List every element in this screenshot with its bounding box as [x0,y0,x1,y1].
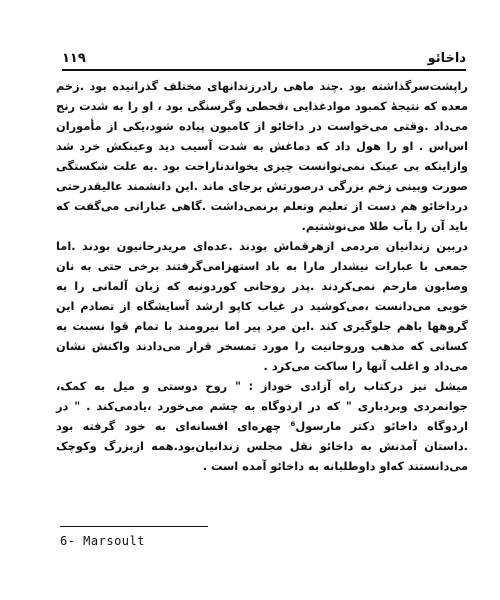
running-title: داخائو [427,51,466,66]
footnote: 6- Marsoult [60,534,145,548]
paragraph: راپشت‌سرگذاشته بود .چند ماهی رادرزندانهای مختلف گذرانیده بود .زخم معده که نتیجهٔ کمبود موادغذایی ،قحطی وگرسنگی بود ، او را به شدت رنج می‌داد .وقتی می‌خواست در داخائو از کامیون پیاده شود،یکی از مأموران اس‌اس . او را هول داد که دماغش به شدت آسیب دید وعینکش خرد شد وازاینکه بی عینک نمی‌توانست چیزی بخواندناراحت بود .به علت شکستگی صورت وبینی زخم بزرگی درصورتش برجای ماند .این دانشمند عالیقدرحتی درداخائو هم دست از تعلیم وتعلم برنمی‌داشت .گاهی عباراتی می‌گفت که باید آن را بآب طلا می‌نوشتیم. [56,79,468,233]
page-header [62,40,466,71]
page-number: ۱۱۹ [62,51,86,66]
footnote-divider [60,526,208,527]
paragraph: میشل نیز درکتاب راه آزادی خوداز : " روح دوستی و میل به کمک، جوانمردی وبردباری " که در اردوگاه به چشم می‌خورد ،یادمی‌کند . " در اردوگاه داخائو دکتر مارسول⁶ چهره‌ای افسانه‌ای به خود گرفته بود .داستان آمدنش به داخائو نقل مجلس زندانیان‌بود.همه ازبزرگ وکوچک می‌دانستند که‌او داوطلبانه به داخائو آمده است . [56,379,468,473]
body-text [56,76,468,476]
paragraph: دربین زندانیان مردمی ازهرقماش بودند .عده‌ای مریدرحانیون بودند .اما جمعی با عبارات نیشدار مارا به باد استهزامی‌گرفتند برخی حتی به نان وصابون مارحم نمی‌کردند .پدر روحانی کوردونیه که زبان آلمانی را به خوبی می‌دانست ،می‌کوشید در غیاب کاپو ارشد آسایشگاه از تصادم این گروهها باهم جلوگیری کند .این مرد پیر اما نیرومند با تمام قوا نسبت به کسانی که مذهب وروحانیت را مورد تمسخر قرار می‌دادند واکنش نشان می‌داد و اغلب آنها را ساکت می‌کرد . [56,239,468,373]
